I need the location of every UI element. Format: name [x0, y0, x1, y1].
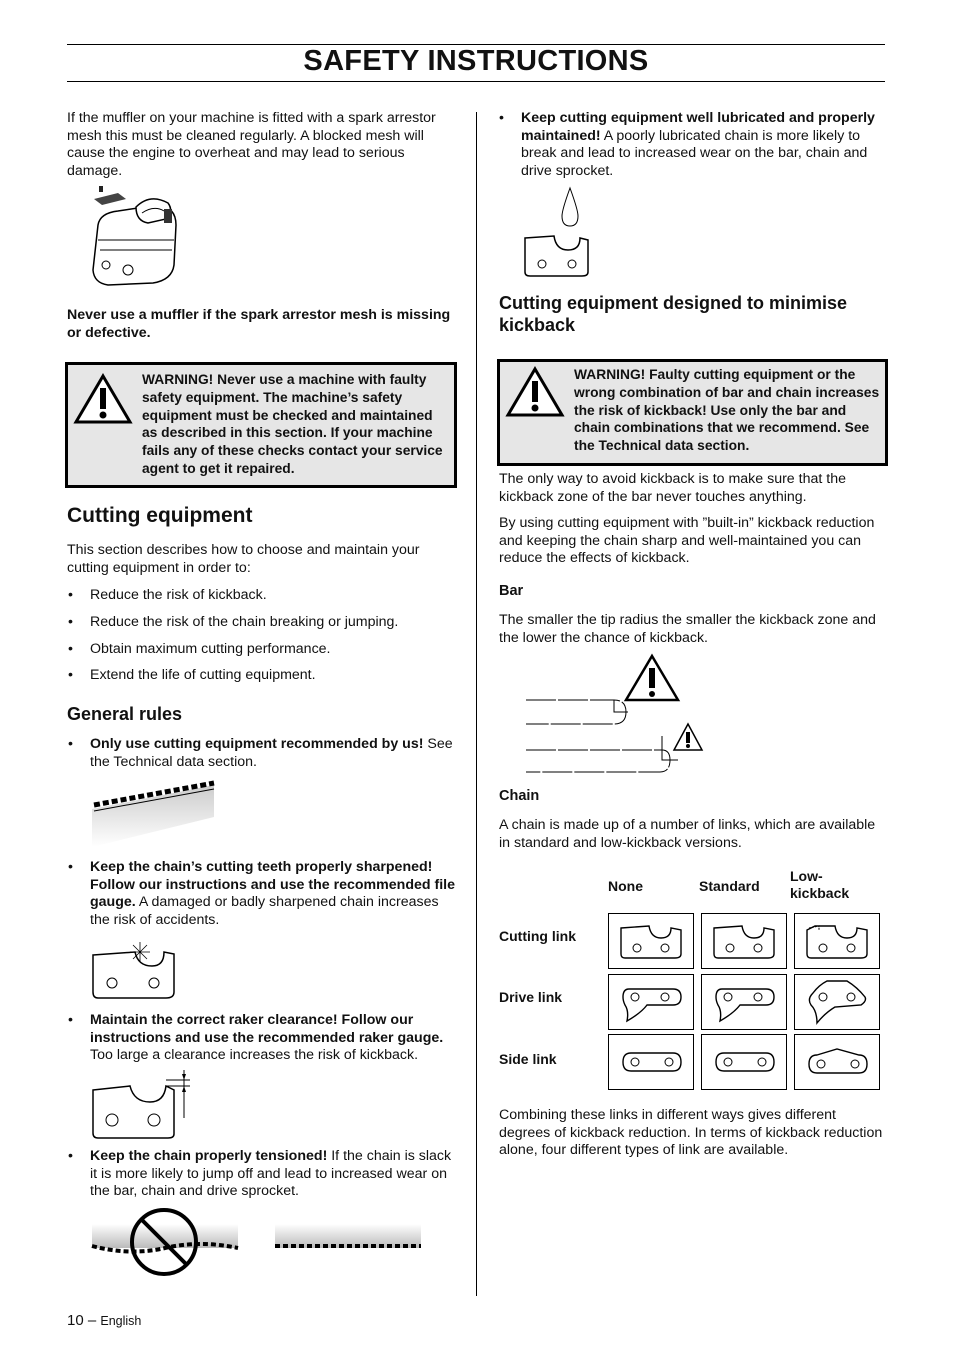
side-link-standard-cell	[701, 1034, 787, 1090]
drive-link-icon	[807, 979, 869, 1025]
cutting-link-standard-cell	[701, 913, 787, 969]
cutting-link-icon	[805, 924, 871, 960]
raker-illustration	[90, 1068, 192, 1140]
column-header-none: None	[608, 878, 643, 894]
warning-box-kickback	[497, 359, 888, 466]
chain-paragraph: A chain is made up of a number of links, which are available in standard and low-kickback versions.	[499, 817, 876, 851]
page-footer	[67, 1312, 141, 1329]
goal-item: • Extend the life of cutting equipment.	[68, 667, 316, 683]
chain-tension-illustration	[90, 1206, 426, 1278]
row-label-drive-link: Drive link	[499, 989, 563, 1005]
cutting-link-low-kickback-cell	[794, 913, 880, 969]
bar-tip-illustration	[522, 654, 706, 778]
page-title: SAFETY INSTRUCTIONS	[303, 45, 649, 77]
row-label-cutting-link: Cutting link	[499, 928, 576, 944]
lubrication-item: • Keep cutting equipment well lubricated and properly maintained! A poorly lubricated chain is more likely to break and lead to increased wear on the bar, chain and drive sprocket.	[499, 110, 875, 179]
section-title-cutting-equipment: Cutting equipment	[67, 504, 253, 527]
row-label-side-link: Side link	[499, 1051, 557, 1067]
bar-title: Bar	[499, 583, 524, 599]
side-link-icon	[621, 1051, 683, 1073]
muffler-warning: Never use a muffler if the spark arrestor mesh is missing or defective.	[67, 307, 451, 341]
footer-language: English	[100, 1314, 142, 1328]
drive-link-low-kickback-cell	[794, 974, 880, 1030]
goal-item: • Reduce the risk of kickback.	[68, 587, 267, 603]
kickback-paragraph-1: The only way to avoid kickback is to make sure that the kickback zone of the bar never touches anything.	[499, 471, 846, 505]
warning-text: WARNING! Never use a machine with faulty safety equipment. The machine’s safety equipment must be checked and maintained as described in this section. If your machine fails any of these checks contact your service agent to get it repaired.	[142, 372, 443, 476]
drive-link-standard-cell	[701, 974, 787, 1030]
closing-paragraph: Combining these links in different ways gives different degrees of kickback reduction. In terms of kickback reduction alone, four different types of link are available.	[499, 1107, 883, 1158]
kickback-paragraph-2: By using cutting equipment with ”built-in” kickback reduction and keeping the chain sharp and well-maintained you can reduce the effects of kickback.	[499, 515, 875, 566]
side-link-none-cell	[608, 1034, 694, 1090]
column-header-low-kickback: Low- kickback	[790, 868, 850, 901]
side-link-icon	[714, 1051, 776, 1073]
cutting-link-icon	[712, 924, 778, 960]
cutting-link-none-cell	[608, 913, 694, 969]
header-rule-bottom	[67, 81, 885, 82]
cutting-link-icon	[619, 924, 685, 960]
side-link-icon	[807, 1047, 869, 1075]
cutting-tooth-illustration	[90, 940, 176, 1000]
rule-item: • Keep the chain properly tensioned! If the chain is slack it is more likely to jump off and lead to increased wear on the bar, chain and drive sprocket.	[68, 1148, 452, 1199]
rule-item: • Keep the chain’s cutting teeth properly sharpened! Follow our instructions and use the recommended file gauge. A damaged or badly sharpened chain increases the risk of accidents.	[68, 859, 455, 928]
drive-link-icon	[714, 985, 776, 1023]
chain-illustration	[90, 777, 216, 847]
muffler-illustration	[88, 185, 183, 290]
kickback-title: Cutting equipment designed to minimise kickback	[499, 293, 848, 335]
intro-paragraph: This section describes how to choose and maintain your cutting equipment in order to:	[67, 542, 420, 576]
drive-link-none-cell	[608, 974, 694, 1030]
chain-title: Chain	[499, 788, 540, 804]
general-rules-title: General rules	[67, 704, 183, 724]
drive-link-icon	[621, 985, 683, 1023]
goal-item: • Obtain maximum cutting performance.	[68, 641, 331, 657]
goal-item: • Reduce the risk of the chain breaking or jumping.	[68, 614, 399, 630]
column-divider	[476, 112, 477, 1296]
bar-paragraph: The smaller the tip radius the smaller the kickback zone and the lower the chance of kickback.	[499, 612, 876, 646]
side-link-low-kickback-cell	[794, 1034, 880, 1090]
warning-triangle-icon	[74, 374, 132, 424]
rule-item: • Only use cutting equipment recommended by us! See the Technical data section.	[68, 736, 453, 770]
warning-triangle-icon	[506, 367, 564, 417]
rule-item: • Maintain the correct raker clearance! Follow our instructions and use the recommended raker gauge. Too large a clearance increases the risk of kickback.	[68, 1012, 444, 1063]
warning-box-safety	[65, 362, 457, 488]
warning-text: WARNING! Faulty cutting equipment or the wrong combination of bar and chain increases the risk of kickback! Use only the bar and chain combinations that we recommend. See the Technical data section.	[574, 367, 880, 454]
muffler-paragraph: If the muffler on your machine is fitted with a spark arrestor mesh this must be cleaned regularly. A blocked mesh will cause the engine to overheat and may lead to serious damage.	[67, 110, 436, 179]
lubrication-illustration	[522, 186, 590, 278]
page-number: 10 –	[67, 1312, 97, 1329]
column-header-standard: Standard	[699, 878, 760, 894]
